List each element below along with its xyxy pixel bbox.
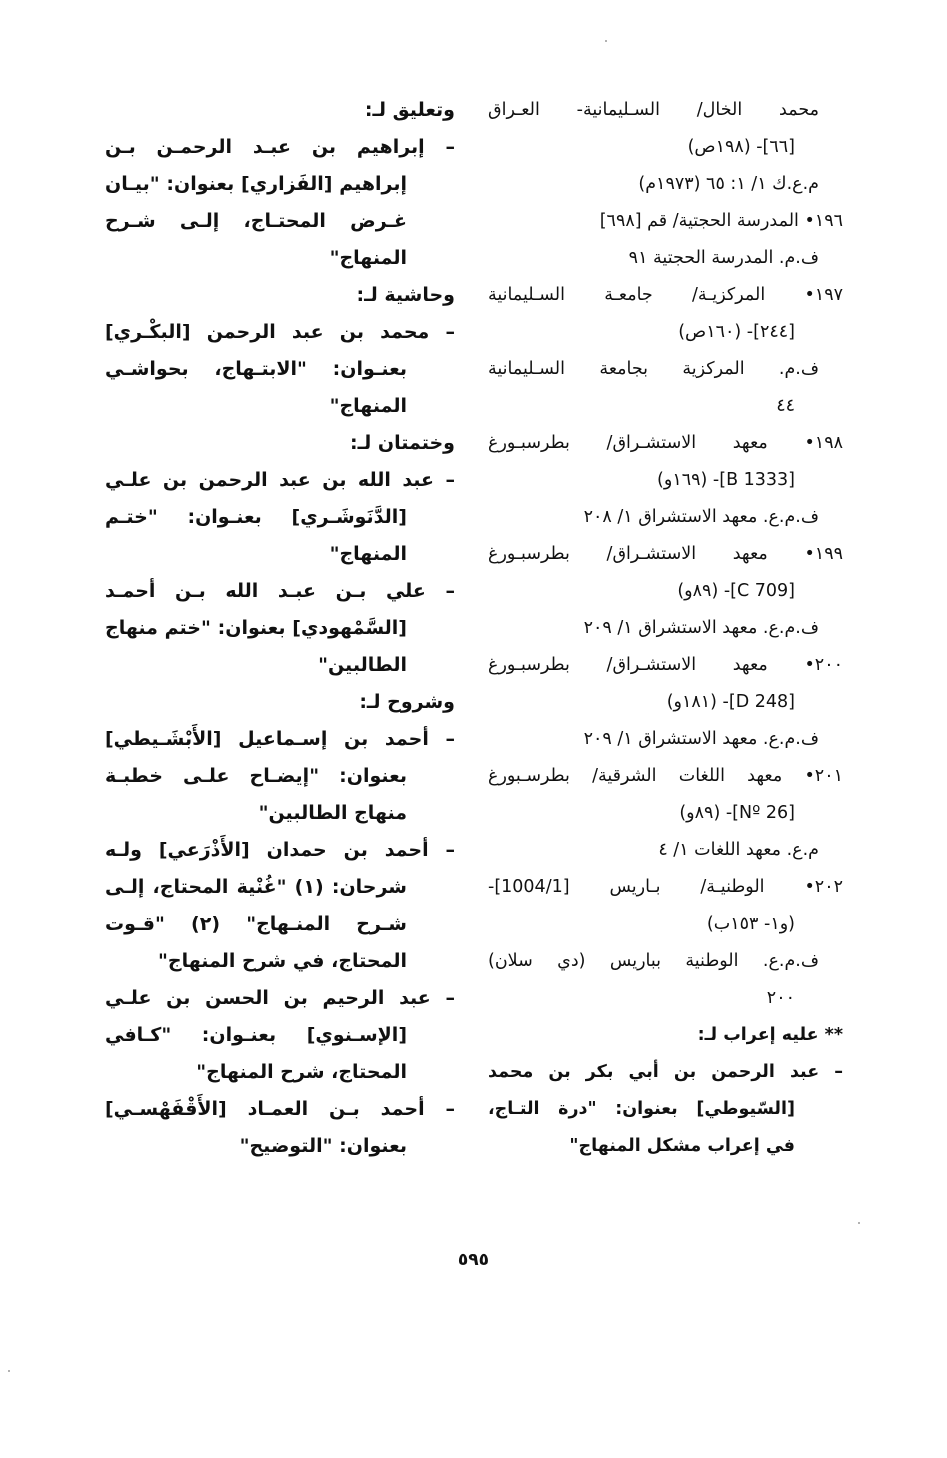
text-line: ١٩٧• المركزيـة/ جامعـة السـليمانية xyxy=(488,285,843,305)
scan-speck xyxy=(858,1222,860,1224)
scan-speck xyxy=(8,1370,10,1372)
text-line: [Nº 26]- (٨٩و) xyxy=(679,803,795,823)
text-line: بعنوان: "التوضيح" xyxy=(239,1135,407,1157)
text-line: [B 1333]- (١٦٩و) xyxy=(657,470,795,490)
text-line: غـرض المحتـاج، إلـى شـرح xyxy=(105,210,407,232)
text-line: [الإسـنوي] بعنـوان: "كـافي xyxy=(105,1024,407,1046)
text-line: [D 248]- (١٨١و) xyxy=(666,692,795,712)
text-line: ١٩٦• المدرسة الحجتية/ قم [٦٩٨] xyxy=(599,211,843,231)
text-line: شرحان: (١) "غُنْية المحتاج، إلـى xyxy=(105,876,407,898)
right-column xyxy=(488,92,843,1165)
text-line: وشروح لـ: xyxy=(359,691,455,713)
text-line: بعنوان: "إيضـاح علـى خطبـة xyxy=(105,765,407,787)
text-line: [السّيوطي] بعنوان: "درة التـاج، xyxy=(488,1099,795,1119)
text-line: – عبد الرحيم بن الحسن بن علـي xyxy=(105,987,455,1009)
text-line: – أحمد بن حمدان [الأَذْرَعي] ولـه xyxy=(105,839,455,861)
text-line: المنهاج" xyxy=(329,395,407,417)
text-line: المحتاج، شرح المنهاج" xyxy=(196,1061,407,1083)
text-line: – علي بـن عبـد الله بـن أحمـد xyxy=(105,580,455,602)
text-line: وحاشية لـ: xyxy=(356,284,455,306)
text-line: ١٩٩• معهد الاستشـراق/ بطرسبـورغ xyxy=(488,544,843,564)
text-line: المحتاج، في شرح المنهاج" xyxy=(158,950,407,972)
text-line: ١٩٨• معهد الاستشـراق/ بطرسبـورغ xyxy=(488,433,843,453)
text-line: ٢٠١• معهد اللغات الشرقية/ بطرسـبورغ xyxy=(488,766,843,786)
text-line: (و١- ١٥٣ب) xyxy=(706,914,795,934)
text-line: ف.م.ع. معهد الاستشراق ١/ ٢٠٩ xyxy=(583,618,819,638)
text-line: ف.م.ع. معهد الاستشراق ١/ ٢٠٩ xyxy=(583,729,819,749)
left-column xyxy=(105,92,455,1165)
text-line: – محمد بن عبد الرحمن [البكْـري] xyxy=(105,321,455,343)
scan-speck xyxy=(605,40,607,42)
text-line: – عبد الرحمن بن أبي بكر بن محمد xyxy=(488,1062,843,1082)
text-line: ** عليه إعراب لـ: xyxy=(697,1025,843,1045)
text-line: م.ع. معهد اللغات ١/ ٤ xyxy=(658,840,819,860)
text-line: المنهاج" xyxy=(329,247,407,269)
text-line: وختمتان لـ: xyxy=(350,432,455,454)
text-line: في إعراب مشكل المنهاج" xyxy=(569,1136,795,1156)
page-number: ٥٩٥ xyxy=(457,1250,490,1270)
text-line: ٢٠٠ xyxy=(766,988,795,1008)
text-line: منهاج الطالبين" xyxy=(258,802,407,824)
text-line: ف.م.ع. الوطنية بباريس (دي سلان) xyxy=(488,951,819,971)
text-line: إبراهيم [الفَزاري] بعنوان: "بيـان xyxy=(105,173,407,195)
text-line: ف.م. المركزية بجامعة السـليمانية xyxy=(488,359,819,379)
text-line: م.ع.ك ١/ ١: ٦٥ (١٩٧٣م) xyxy=(638,174,819,194)
text-line: [C 709]- (٨٩و) xyxy=(677,581,795,601)
text-line: وتعليق لـ: xyxy=(364,99,455,121)
text-line: محمد الخال/ السـليمانية- العـراق xyxy=(488,100,819,120)
text-line: [٦٦]- (١٩٨ص) xyxy=(687,137,795,157)
text-line: – أحمد بـن العمـاد [الأَقْفَهْسـي] xyxy=(105,1098,455,1120)
text-line: ف.م.ع. معهد الاستشراق ١/ ٢٠٨ xyxy=(583,507,819,527)
text-line: بعنـوان: "الابتـهاج، بحواشـي xyxy=(105,358,407,380)
text-line: [٢٤٤]- (١٦٠ص) xyxy=(678,322,795,342)
text-line: – عبد الله بن عبد الرحمن بن علـي xyxy=(105,469,455,491)
text-line: المنهاج" xyxy=(329,543,407,565)
text-line: ٤٤ xyxy=(776,396,795,416)
text-line: [الدَّنَوشَـري] بعنـوان: "ختـم xyxy=(105,506,407,528)
text-line: ف.م. المدرسة الحجتية ٩١ xyxy=(628,248,819,268)
text-line: ٢٠٠• معهد الاستشـراق/ بطرسبـورغ xyxy=(488,655,843,675)
text-line: – إبراهيم بن عبـد الرحمـن بـن xyxy=(105,136,455,158)
text-line: – أحمد بن إسـماعيل [الأَبْشَـيطي] xyxy=(105,728,455,750)
text-line: الطالبين" xyxy=(318,654,407,676)
text-line: ٢٠٢• الوطنيـة/ بـاريس [1004/1]- xyxy=(488,877,843,897)
text-line: [السَّمْهودي] بعنوان: "ختم منهاج xyxy=(105,617,407,639)
text-line: شـرح المنـهاج" (٢) "قـوت xyxy=(105,913,407,935)
